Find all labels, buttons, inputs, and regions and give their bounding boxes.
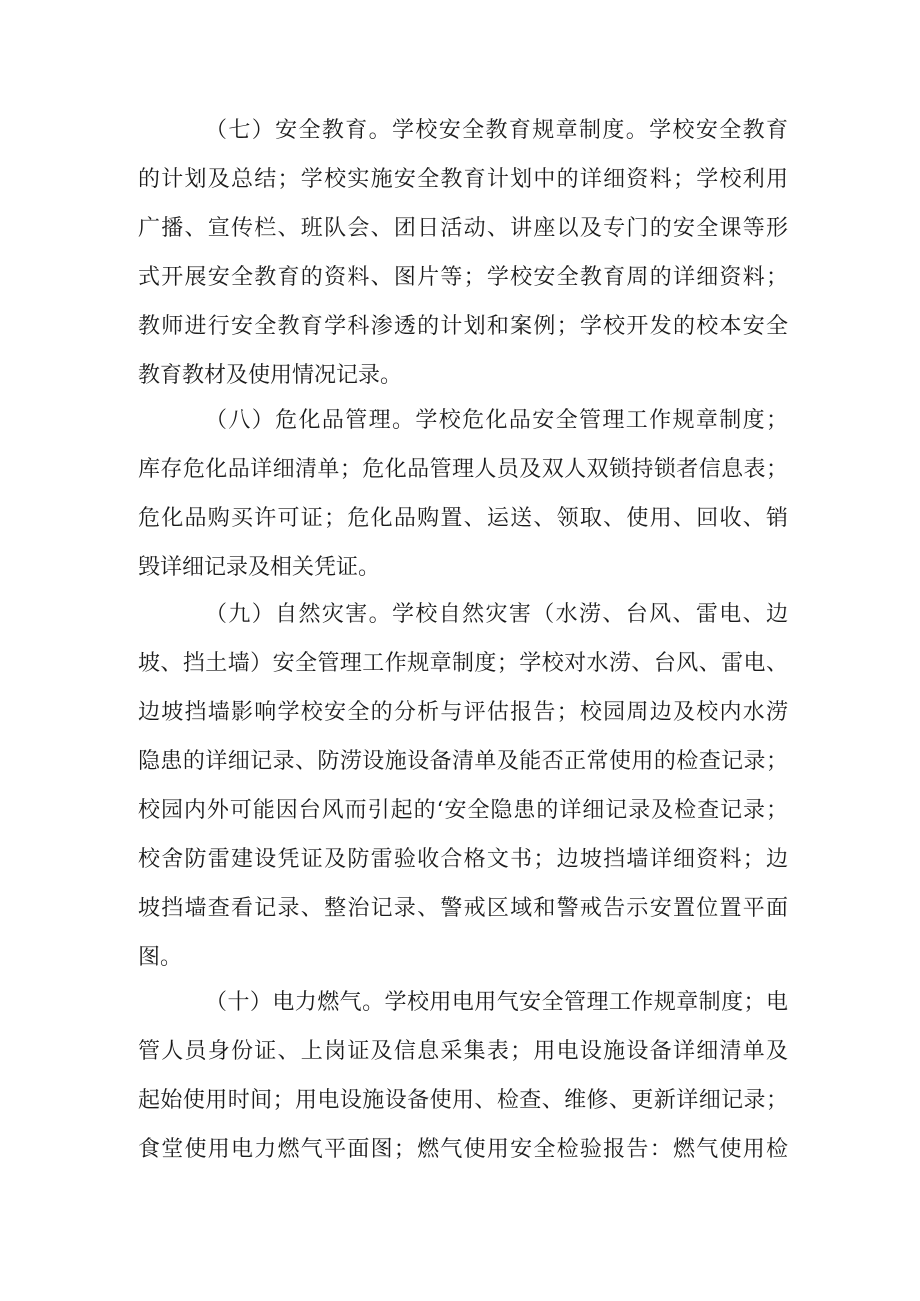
paragraph-line: 坡、挡土墙）安全管理工作规章制度；学校对水涝、台风、雷电、 — [138, 651, 788, 676]
paragraph-line: （九）自然灾害。学校自然灾害（水涝、台风、雷电、边 — [205, 602, 788, 627]
paragraph-line: 边坡挡墙影响学校安全的分析与评估报告；校园周边及校内水涝 — [138, 700, 788, 725]
paragraph-line: 毁详细记录及相关凭证。 — [138, 555, 381, 580]
paragraph-line: 坡挡墙查看记录、整治记录、警戒区域和警戒告示安置位置平面 — [138, 896, 788, 921]
paragraph-line: 食堂使用电力燃气平面图；燃气使用安全检验报告：燃气使用检 — [138, 1137, 788, 1162]
paragraph-line: （八）危化品管理。学校危化品安全管理工作规章制度； — [205, 408, 788, 433]
paragraph-line: 广播、宣传栏、班队会、团日活动、讲座以及专门的安全课等形 — [138, 216, 788, 241]
paragraph-line: 教师进行安全教育学科渗透的计划和案例；学校开发的校本安全 — [138, 314, 788, 339]
paragraph-line: 起始使用时间；用电设施设备使用、检查、维修、更新详细记录； — [138, 1088, 788, 1113]
paragraph-line: 图。 — [138, 945, 183, 970]
paragraph-line: 教育教材及使用情况记录。 — [138, 363, 403, 388]
paragraph-line: 库存危化品详细清单；危化品管理人员及双人双锁持锁者信息表； — [138, 457, 788, 482]
paragraph-line: 管人员身份证、上岗证及信息采集表；用电设施设备详细清单及 — [138, 1039, 788, 1064]
paragraph-line: 式开展安全教育的资料、图片等；学校安全教育周的详细资料； — [138, 265, 788, 290]
paragraph-line: 的计划及总结；学校实施安全教育计划中的详细资料；学校利用 — [138, 167, 788, 192]
paragraph-line: 危化品购买许可证；危化品购置、运送、领取、使用、回收、销 — [138, 506, 788, 531]
paragraph-line: （十）电力燃气。学校用电用气安全管理工作规章制度；电 — [205, 990, 788, 1015]
paragraph-line: 校舍防雷建设凭证及防雷验收合格文书；边坡挡墙详细资料；边 — [138, 847, 788, 872]
paragraph-line: （七）安全教育。学校安全教育规章制度。学校安全教育 — [205, 118, 788, 143]
paragraph-line: 隐患的详细记录、防涝设施设备清单及能否正常使用的检查记录； — [138, 749, 788, 774]
paragraph-line: 校园内外可能因台风而引起的‘安全隐患的详细记录及检查记录； — [138, 798, 788, 823]
